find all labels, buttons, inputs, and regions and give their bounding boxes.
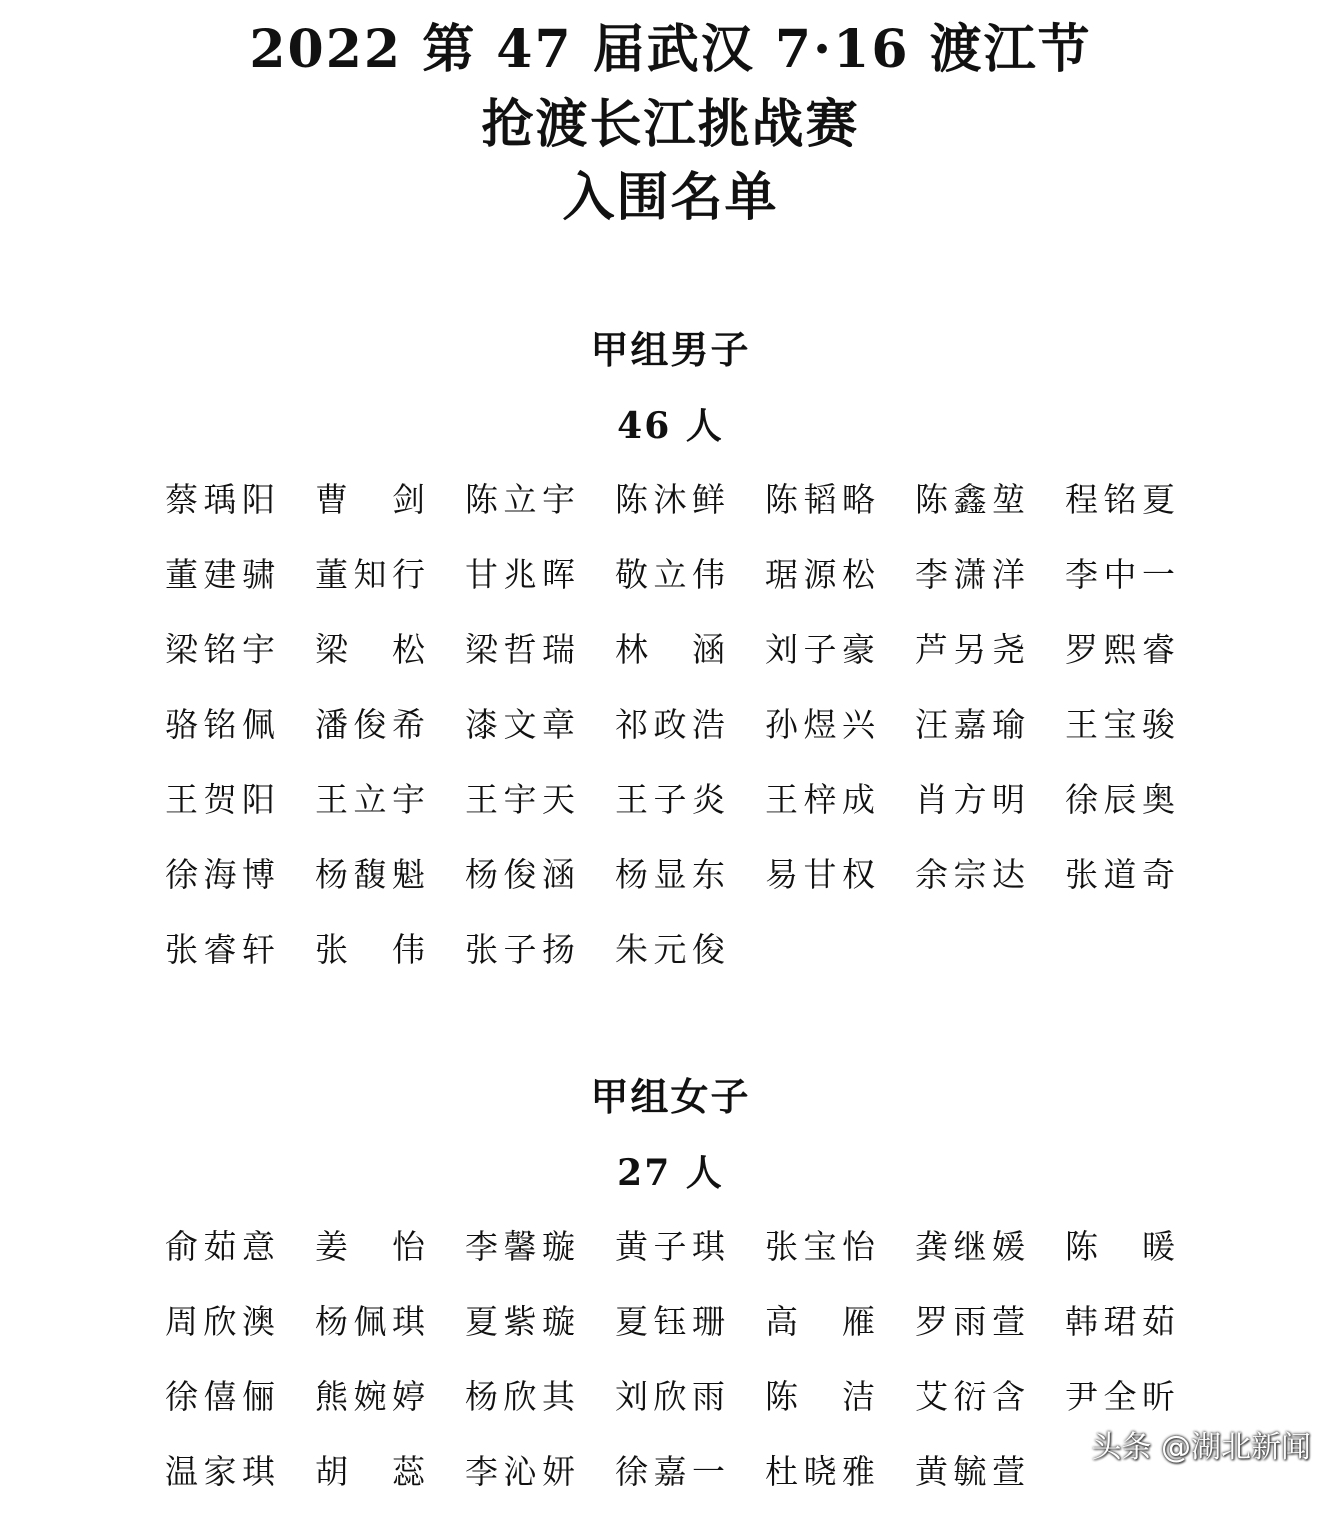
- section-title-women: 甲组女子: [590, 1074, 751, 1119]
- name-entry: 曹 剑: [315, 480, 425, 519]
- name-entry: 王 梓 成: [765, 780, 875, 819]
- name-entry: 杨 俊 涵: [465, 855, 575, 894]
- name-entry: 陈 洁: [765, 1377, 875, 1416]
- name-entry: 孙 煜 兴: [765, 705, 875, 744]
- source-watermark: 头条 @湖北新闻: [1091, 1430, 1311, 1465]
- name-entry: 李 馨 璇: [465, 1227, 575, 1266]
- name-entry: 陈 暖: [1065, 1227, 1175, 1266]
- name-entry: 蔡 瑀 阳: [165, 480, 275, 519]
- name-entry: 刘 子 豪: [765, 630, 875, 669]
- name-entry: 夏 紫 璇: [465, 1302, 575, 1341]
- name-entry: 徐 辰 奥: [1065, 780, 1175, 819]
- name-entry: 俞 茹 意: [165, 1227, 275, 1266]
- name-entry: 温 家 琪: [165, 1452, 275, 1491]
- name-entry: 王 贺 阳: [165, 780, 275, 819]
- title-line-3: 入围名单: [562, 167, 779, 228]
- name-entry: 熊 婉 婷: [315, 1377, 425, 1416]
- name-entry: 韩 珺 茹: [1065, 1302, 1175, 1341]
- name-entry: 张 伟: [315, 930, 425, 969]
- name-entry: 周 欣 澳: [165, 1302, 275, 1341]
- name-entry: 林 涵: [615, 630, 725, 669]
- name-entry: 陈 韬 略: [765, 480, 875, 519]
- name-entry: 梁 哲 瑞: [465, 630, 575, 669]
- name-list-women: [165, 1225, 1215, 1525]
- section-count-men: 46 人: [617, 405, 724, 447]
- name-entry: 王 宝 骏: [1065, 705, 1175, 744]
- name-entry: 芦 另 尧: [915, 630, 1025, 669]
- section-count-women: 27 人: [617, 1152, 724, 1194]
- title-line-1: 2022 第 47 届武汉 7·16 渡江节: [249, 19, 1092, 80]
- name-entry: 黄 子 琪: [615, 1227, 725, 1266]
- name-entry: 龚 继 媛: [915, 1227, 1025, 1266]
- name-entry: 李 中 一: [1065, 555, 1175, 594]
- name-entry: 徐 嘉 一: [615, 1452, 725, 1491]
- name-entry: 梁 铭 宇: [165, 630, 275, 669]
- name-entry: 陈 立 宇: [465, 480, 575, 519]
- name-entry: 张 宝 怡: [765, 1227, 875, 1266]
- name-entry: 胡 蕊: [315, 1452, 425, 1491]
- name-entry: 朱 元 俊: [615, 930, 725, 969]
- name-list-men: [165, 478, 1215, 1003]
- name-entry: 罗 雨 萱: [915, 1302, 1025, 1341]
- name-entry: 肖 方 明: [915, 780, 1025, 819]
- name-entry: 余 宗 达: [915, 855, 1025, 894]
- name-entry: 漆 文 章: [465, 705, 575, 744]
- name-entry: 程 铭 夏: [1065, 480, 1175, 519]
- name-entry: 杨 佩 琪: [315, 1302, 425, 1341]
- name-entry: 黄 毓 萱: [915, 1452, 1025, 1491]
- name-entry: 敬 立 伟: [615, 555, 725, 594]
- name-entry: 陈 沐 鲜: [615, 480, 725, 519]
- name-entry: 李 沁 妍: [465, 1452, 575, 1491]
- name-entry: 董 知 行: [315, 555, 425, 594]
- name-entry: 张 睿 轩: [165, 930, 275, 969]
- name-entry: 艾 衍 含: [915, 1377, 1025, 1416]
- name-entry: 潘 俊 希: [315, 705, 425, 744]
- name-entry: 王 宇 天: [465, 780, 575, 819]
- name-entry: 杜 晓 雅: [765, 1452, 875, 1491]
- name-entry: 易 甘 权: [765, 855, 875, 894]
- name-entry: 梁 松: [315, 630, 425, 669]
- name-entry: 尹 全 昕: [1065, 1377, 1175, 1416]
- name-entry: 张 道 奇: [1065, 855, 1175, 894]
- name-entry: 陈 鑫 堃: [915, 480, 1025, 519]
- name-entry: 高 雁: [765, 1302, 875, 1341]
- name-entry: 罗 熙 睿: [1065, 630, 1175, 669]
- name-entry: 王 子 炎: [615, 780, 725, 819]
- name-entry: 甘 兆 晖: [465, 555, 575, 594]
- title-line-2: 抢渡长江挑战赛: [481, 94, 860, 155]
- name-entry: 琚 源 松: [765, 555, 875, 594]
- section-title-men: 甲组男子: [590, 327, 751, 372]
- name-entry: 祁 政 浩: [615, 705, 725, 744]
- name-entry: 杨 显 东: [615, 855, 725, 894]
- name-entry: 汪 嘉 瑜: [915, 705, 1025, 744]
- name-entry: 张 子 扬: [465, 930, 575, 969]
- name-entry: 杨 欣 其: [465, 1377, 575, 1416]
- name-entry: 王 立 宇: [315, 780, 425, 819]
- name-entry: 夏 钰 珊: [615, 1302, 725, 1341]
- name-entry: 刘 欣 雨: [615, 1377, 725, 1416]
- name-entry: 杨 馥 魁: [315, 855, 425, 894]
- name-entry: 骆 铭 佩: [165, 705, 275, 744]
- name-entry: 李 潇 洋: [915, 555, 1025, 594]
- name-entry: 徐 海 博: [165, 855, 275, 894]
- name-entry: 姜 怡: [315, 1227, 425, 1266]
- name-entry: 徐 僖 俪: [165, 1377, 275, 1416]
- name-entry: 董 建 骕: [165, 555, 275, 594]
